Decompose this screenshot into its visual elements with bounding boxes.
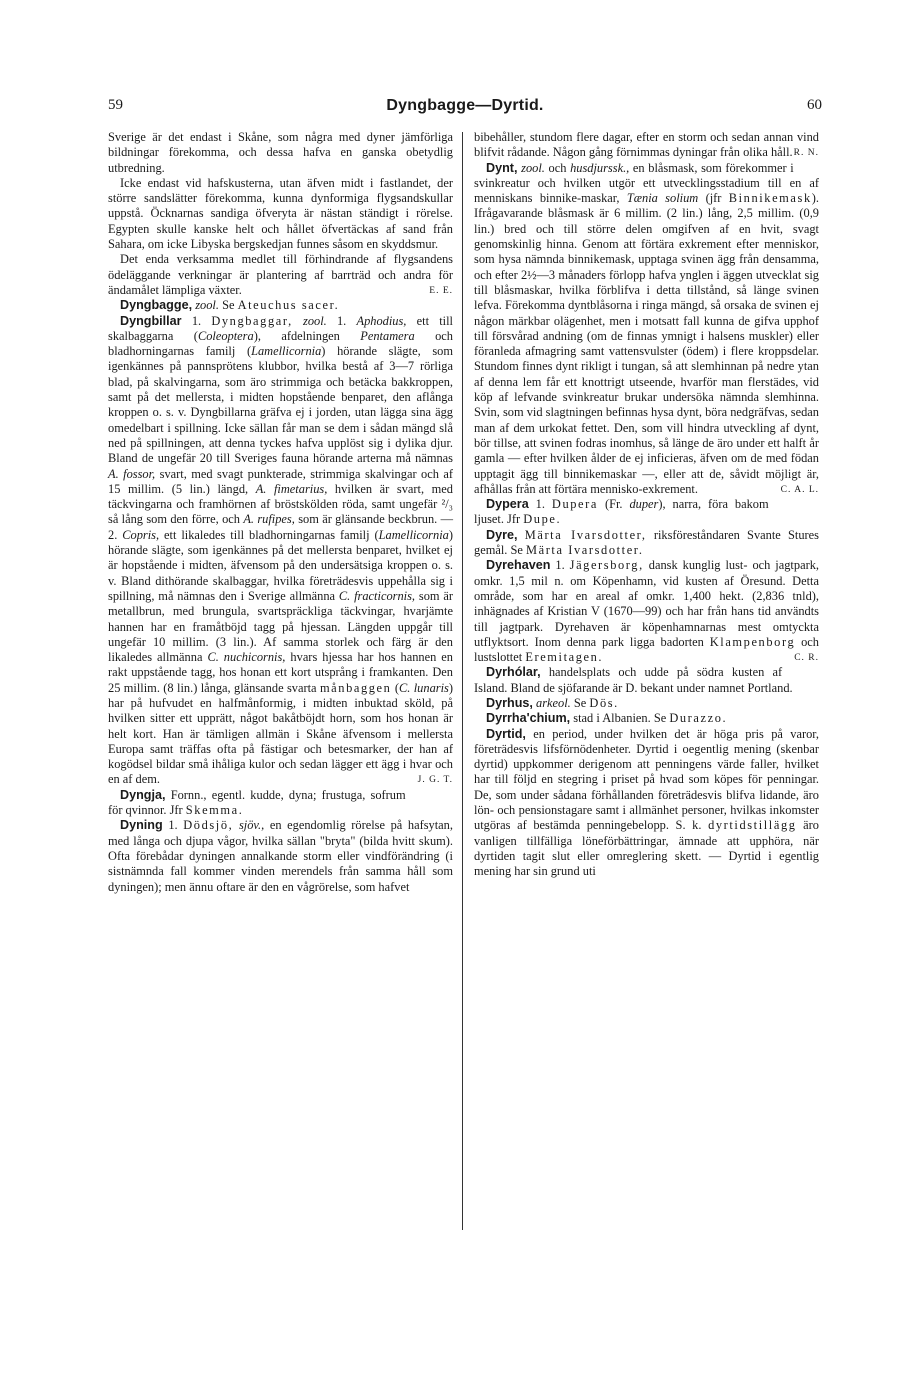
entry-dyning: Dyning 1. Dödsjö, sjöv., en egendomlig rörelse på hafsytan, med långa och djupa vågor, hvilka sällan "bryta" (bilda hvitt skum). Ofta förebådar dyningen annalkande storm eller vindförändring (i sistnämnda fall kommer vinden merendels från samma håll som dyningen); men ännu oftare är den en vågrörelse, som hafvet [108,818,453,894]
column-rule [462,132,463,1230]
paragraph: Sverige är det endast i Skåne, som några med dyner jämförliga bildningar förekomma, och dessa hafva en ganska obetydlig utbredning. [108,130,453,175]
headword: Dyngja, [120,787,166,802]
page-number-right: 60 [807,97,822,113]
headword: Dyre, [486,527,518,542]
running-head: Dyngbagge—Dyrtid. [386,97,544,114]
author-signature: E. E. [429,285,453,296]
headword: Dyrhus, [486,695,533,710]
entry-dyngbagge: Dyngbagge, zool. Se Ateuchus sacer. [120,298,340,313]
headword: Dypera [486,497,529,512]
page-number-left: 59 [108,97,123,113]
headword: Dyngbagge, [120,298,193,313]
paragraph: bibehåller, stundom flere dagar, efter en storm och sedan annan vind blifvit rådande. Någon gång förnimmas dyningar från olika håll. R. N. [474,130,819,161]
author-signature: R. N. [793,148,819,159]
left-column [108,130,453,895]
entry-dypera: Dypera 1. Dupera (Fr. duper), narra, föra bakom ljuset. Jfr Dupe. [474,497,769,527]
author-signature: J. G. T. [417,775,453,786]
headword: Dyrehaven [486,558,551,573]
headword: Dyrtid, [486,726,526,741]
entry-dyrehaven: Dyrehaven 1. Jägersborg, dansk kunglig lust- och jagtpark, omkr. 1,5 mil n. om Köpenhamn, vid kusten af Öresund. Detta område, som har en areal af omkr. 1,400 hekt. (2,836 tnld), inhägnades af Kristian V (1670—99) och har från hans tid användts till jagtpark. Dyrehaven är köpenhamnarnas mest omtyckta utflyktsort. Inom denna park ligga badorten Klampenborg och lustslottet Eremitagen. C. R. [474,558,819,665]
entry-dyngja: Dyngja, Fornn., egentl. kudde, dyna; frustuga, sofrum för qvinnor. Jfr Skemma. [108,787,406,818]
headword: Dyrhólar, [486,665,541,680]
right-column [474,130,819,880]
entry-dyrhus: Dyrhus, arkeol. Se Dös. [486,695,619,710]
entry-dyrholar: Dyrhólar, handelsplats och udde på södra kusten af Island. Bland de sjöfarande är D. bekant under namnet Portland. [474,665,793,695]
headword: Dyngbillar [120,313,182,328]
headword: Dynt, [486,160,518,175]
entry-dyre: Dyre, Märta Ivarsdotter, riksföreståndaren Svante Stures gemål. Se Märta Ivarsdotter. [474,527,819,558]
paragraph: Det enda verksamma medlet till förhindrande af flygsandens ödeläggande verkningar är plantering af barrträd och andra för ändamålet lämpliga växter. E. E. [108,252,453,298]
entry-dyngbillar: Dyngbillar 1. Dyngbaggar, zool. 1. Aphodius, ett till skalbaggarna (Coleoptera), afdelningen Pentamera och bladhorningarnas familj (Lamellicornia) hörande slägte, som igenkännes på pannsprötens klubbor, hvilka bestå af 3—7 rörliga blad, på skalvingarna, som äro strimmiga och betäcka bakkroppen, samt på det mellersta, i midten hopstående benparet, den aflånga kroppen o. s. v. Dyngbillarna gräfva ej i jorden, utan lägga sina ägg omedelbart i spillning. Icke sällan får man se dem i sådan mängd slå ned på spillningen, att denna tyckes hafva upplöst sig i dylika djur. Bland de ungefär 20 till Sveriges fauna hörande arterna må nämnas A. fossor, svart, med svagt punkterade, strimmiga skalvingar och af 15 millim. (5 lin.) längd, A. fimetarius, hvilken är svart, med täckvingarna och framhörnen af bröstskölden röda, samt ungefär ²/₃ så lång som den förre, och A. rufipes, som är glänsande beckbrun. — 2. Copris, ett likaledes till bladhorningarnas familj (Lamellicornia) hörande slägte, som igenkännes på det mellersta benparet, hvilket ej är hopstående i midten, äfvensom på den undersätsiga kroppen o. s. v. Bland dithörande skalbaggar, hvilka företrädesvis uppehålla sig i spillning, må nämnas den i Sverige allmänna C. fracticornis, som är metallbrun, med brungula, svartspräckliga täckvingar, hvarjämte hannen har en framåtböjd tagg på hjessan. Längden uppgår till ungefär 10 millim. (3 lin.). Af samma storlek och färg är den likaledes allmänna C. nuchicornis, hvars hjessa har hos hannen en rakt uppstående tagg, hos honan ett kort utsprång i framkanten. Den 25 millim. (8 lin.) långa, glänsande svarta månbaggen (C. lunaris) har på hufvudet en halfmånformig, i midten inbuktad sköld, på hvilken sitter ett upprätt, något bakåtböjdt horn, som hos honan är helt kort. Han är tämligen allmän i Skåne äfvensom i mellersta Europa samt träffas ofta på fästigar och betesmarker, der han af kogödsel bildar små ihåliga kulor och sedan lägger ett ägg i hvar och en af dem. J. G. T. [108,314,453,788]
headword: Dyning [120,818,163,833]
page-header [108,97,822,121]
headword: Dyrrha'chium, [486,711,571,726]
entry-dyrtid: Dyrtid, en period, under hvilken det är höga pris på varor, företrädesvis lifsförnödenheter. Dyrtid i oegentlig mening (skenbar dyrtid) uppkommer derigenom att penningens värde faller, hvilket har till följd en stegring i priset på hvad som köpes för penningar. De, som under sådana förhållanden företrädesvis blifva lidande, äro lön- och pensionstagare samt i allmänhet personer, hvilkas inkomster utgöras af bestämda penningebelopp. S. k. dyrtidstillägg äro vanligen tillfälliga löneförbättringar, ämnade att upphöra, när dyrtiden tagit slut eller omreglering skett. — Dyrtid i egentlig mening har sin grund uti [474,726,819,879]
entry-dynt: Dynt, zool. och husdjurssk., en blåsmask, som förekommer i svinkreatur och hvilken utgör ett utvecklingsstadium till en af menniskans binnike-maskar, Tænia solium (jfr Binnikemask). Ifrågavarande blåsmask är 6 millim. (2 lin.) lång, 2,5 millim. (0,9 lin.) bred och till större delen omgifven af en hvit, svagt genomskinlig hinna. Genom att förtära exkrement efter menniskor, som hysa nämnda binnikemask, upptaga svinen ägg från densamma, och efter 2½—3 månaders förlopp hafva ynglen i äggen utvecklat sig till blåsmaskar, hvilka förblifva i detta tillstånd, så länge svinen lefva. Förekomma dyntblåsorna i ringa mängd, så orsaka de svinen ej någon märkbar olägenhet, men i motsatt fall kunna de gifva upphof till försvårad andning (om de finnas ymnigt i halsens muskler) eller föranleda afmagring samt vattensvulster (ödem) i flere kroppsdelar. Stundom finnes dynt rikligt i tungan, så att slemhinnan på nedre ytan af denna lem får ett knottrigt utseende, hvarför man flerstädes, vid köp af lefvande svinkreatur brukar undersöka nämnda slemhinna. Svin, som vid slagtningen befinnas hysa dynt, böra nedgräfvas, sedan man af dem urkokat fettet. Den, som vill hindra utveckling af dynt, bör tillse, att svinen fodras inomhus, så länge de äro under ett halft år gamla — efter hvilken ålder de ej inficieras, äfven om de med födan upptagit ägg till binnikemaskar —, eller att de, såvidt möjligt är, afhållas från att förtära mennisko-exkrement. C. A. L. [474,161,819,498]
author-signature: C. A. L. [780,484,819,495]
author-signature: C. R. [794,653,819,664]
entry-dyrrhachium: Dyrrha'chium, stad i Albanien. Se Durazzo. [486,711,728,726]
paragraph: Icke endast vid hafskusterna, utan äfven midt i fastlandet, der större sandslätter förekomma, kunna dynformiga flygsandskullar uppstå. Öcknarnas sandiga öfveryta är nästan ständigt i rörelse. Egypten skulle kanske helt och hållet öfvertäckas af sand från Sahara, om icke Libyska bergskedjan funnes såsom en skyddsmur. [108,175,453,252]
